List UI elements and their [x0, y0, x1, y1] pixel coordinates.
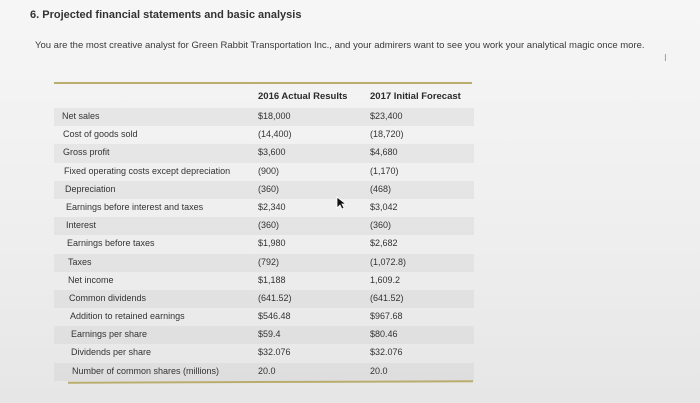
row-label: Common dividends [69, 292, 147, 303]
actual-2016-value: (360) [258, 183, 280, 194]
forecast-2017-value: 20.0 [370, 365, 388, 376]
forecast-2017-value: (360) [370, 220, 392, 231]
table-row [54, 126, 474, 144]
actual-2016-value: $1,188 [258, 274, 286, 285]
table-row [54, 326, 474, 344]
table-row [54, 163, 474, 181]
row-label: Taxes [68, 256, 92, 267]
row-label: Fixed operating costs except depreciation [64, 165, 231, 176]
row-label: Gross profit [63, 147, 110, 158]
forecast-2017-value: $80.46 [370, 329, 398, 340]
forecast-2017-value: $2,682 [370, 238, 398, 249]
table-row [54, 290, 474, 308]
table-row [54, 254, 474, 272]
forecast-2017-value: (468) [370, 183, 392, 194]
table-bottom-rule [68, 380, 473, 383]
row-label: Earnings before interest and taxes [66, 201, 204, 212]
row-label: Interest [66, 220, 97, 231]
question-title: 6. Projected financial statements and basic analysis [30, 9, 302, 21]
table-row [54, 144, 474, 162]
actual-2016-value: $546.48 [258, 311, 291, 322]
forecast-2017-value: $23,400 [370, 111, 403, 121]
header-2017-forecast: 2017 Initial Forecast [370, 91, 461, 102]
table-header-row [54, 84, 474, 108]
table-row [54, 344, 474, 362]
forecast-2017-value: $4,680 [370, 147, 398, 158]
actual-2016-value: (900) [258, 165, 280, 176]
forecast-2017-value: (641.52) [370, 292, 404, 303]
forecast-2017-value: (18,720) [370, 129, 404, 140]
row-label: Addition to retained earnings [70, 311, 185, 322]
forecast-2017-value: (1,170) [370, 165, 399, 176]
mouse-pointer-icon [336, 196, 348, 210]
row-label: Net income [68, 274, 114, 285]
actual-2016-value: $59.4 [258, 329, 281, 340]
row-label: Cost of goods sold [63, 129, 138, 140]
forecast-2017-value: $3,042 [370, 201, 398, 212]
actual-2016-value: $3,600 [258, 147, 286, 158]
table-row [54, 217, 474, 235]
actual-2016-value: (792) [258, 256, 280, 267]
table-row [54, 272, 474, 290]
actual-2016-value: 20.0 [258, 365, 276, 376]
forecast-2017-value: $32.076 [370, 347, 403, 358]
actual-2016-value: $2,340 [258, 201, 286, 212]
row-label: Earnings before taxes [67, 238, 155, 249]
table-row [54, 363, 474, 381]
actual-2016-value: $32.076 [258, 347, 291, 358]
row-label: Earnings per share [71, 329, 148, 340]
actual-2016-value: (360) [258, 220, 280, 231]
row-label: Depreciation [65, 183, 116, 194]
table-row [54, 108, 474, 126]
forecast-2017-value: 1,609.2 [370, 274, 401, 285]
row-label: Dividends per share [71, 347, 152, 358]
header-2016-actual: 2016 Actual Results [258, 91, 348, 102]
row-label: Net sales [62, 111, 100, 121]
actual-2016-value: $18,000 [258, 111, 291, 121]
forecast-2017-value: $967.68 [370, 311, 403, 322]
question-intro: You are the most creative analyst for Green Rabbit Transportation Inc., and your admirers want to see you work your analytical magic once more. [35, 40, 645, 51]
actual-2016-value: (641.52) [258, 292, 292, 303]
table-row [54, 308, 474, 326]
table-body [54, 108, 474, 381]
actual-2016-value: (14,400) [258, 129, 292, 140]
table-row [54, 181, 474, 199]
row-label: Number of common shares (millions) [72, 365, 220, 376]
actual-2016-value: $1,980 [258, 238, 286, 249]
forecast-2017-value: (1,072.8) [370, 256, 407, 267]
income-statement-table [54, 82, 474, 383]
table-row [54, 235, 474, 253]
text-cursor-icon: I [664, 53, 667, 64]
table-row [54, 199, 474, 217]
